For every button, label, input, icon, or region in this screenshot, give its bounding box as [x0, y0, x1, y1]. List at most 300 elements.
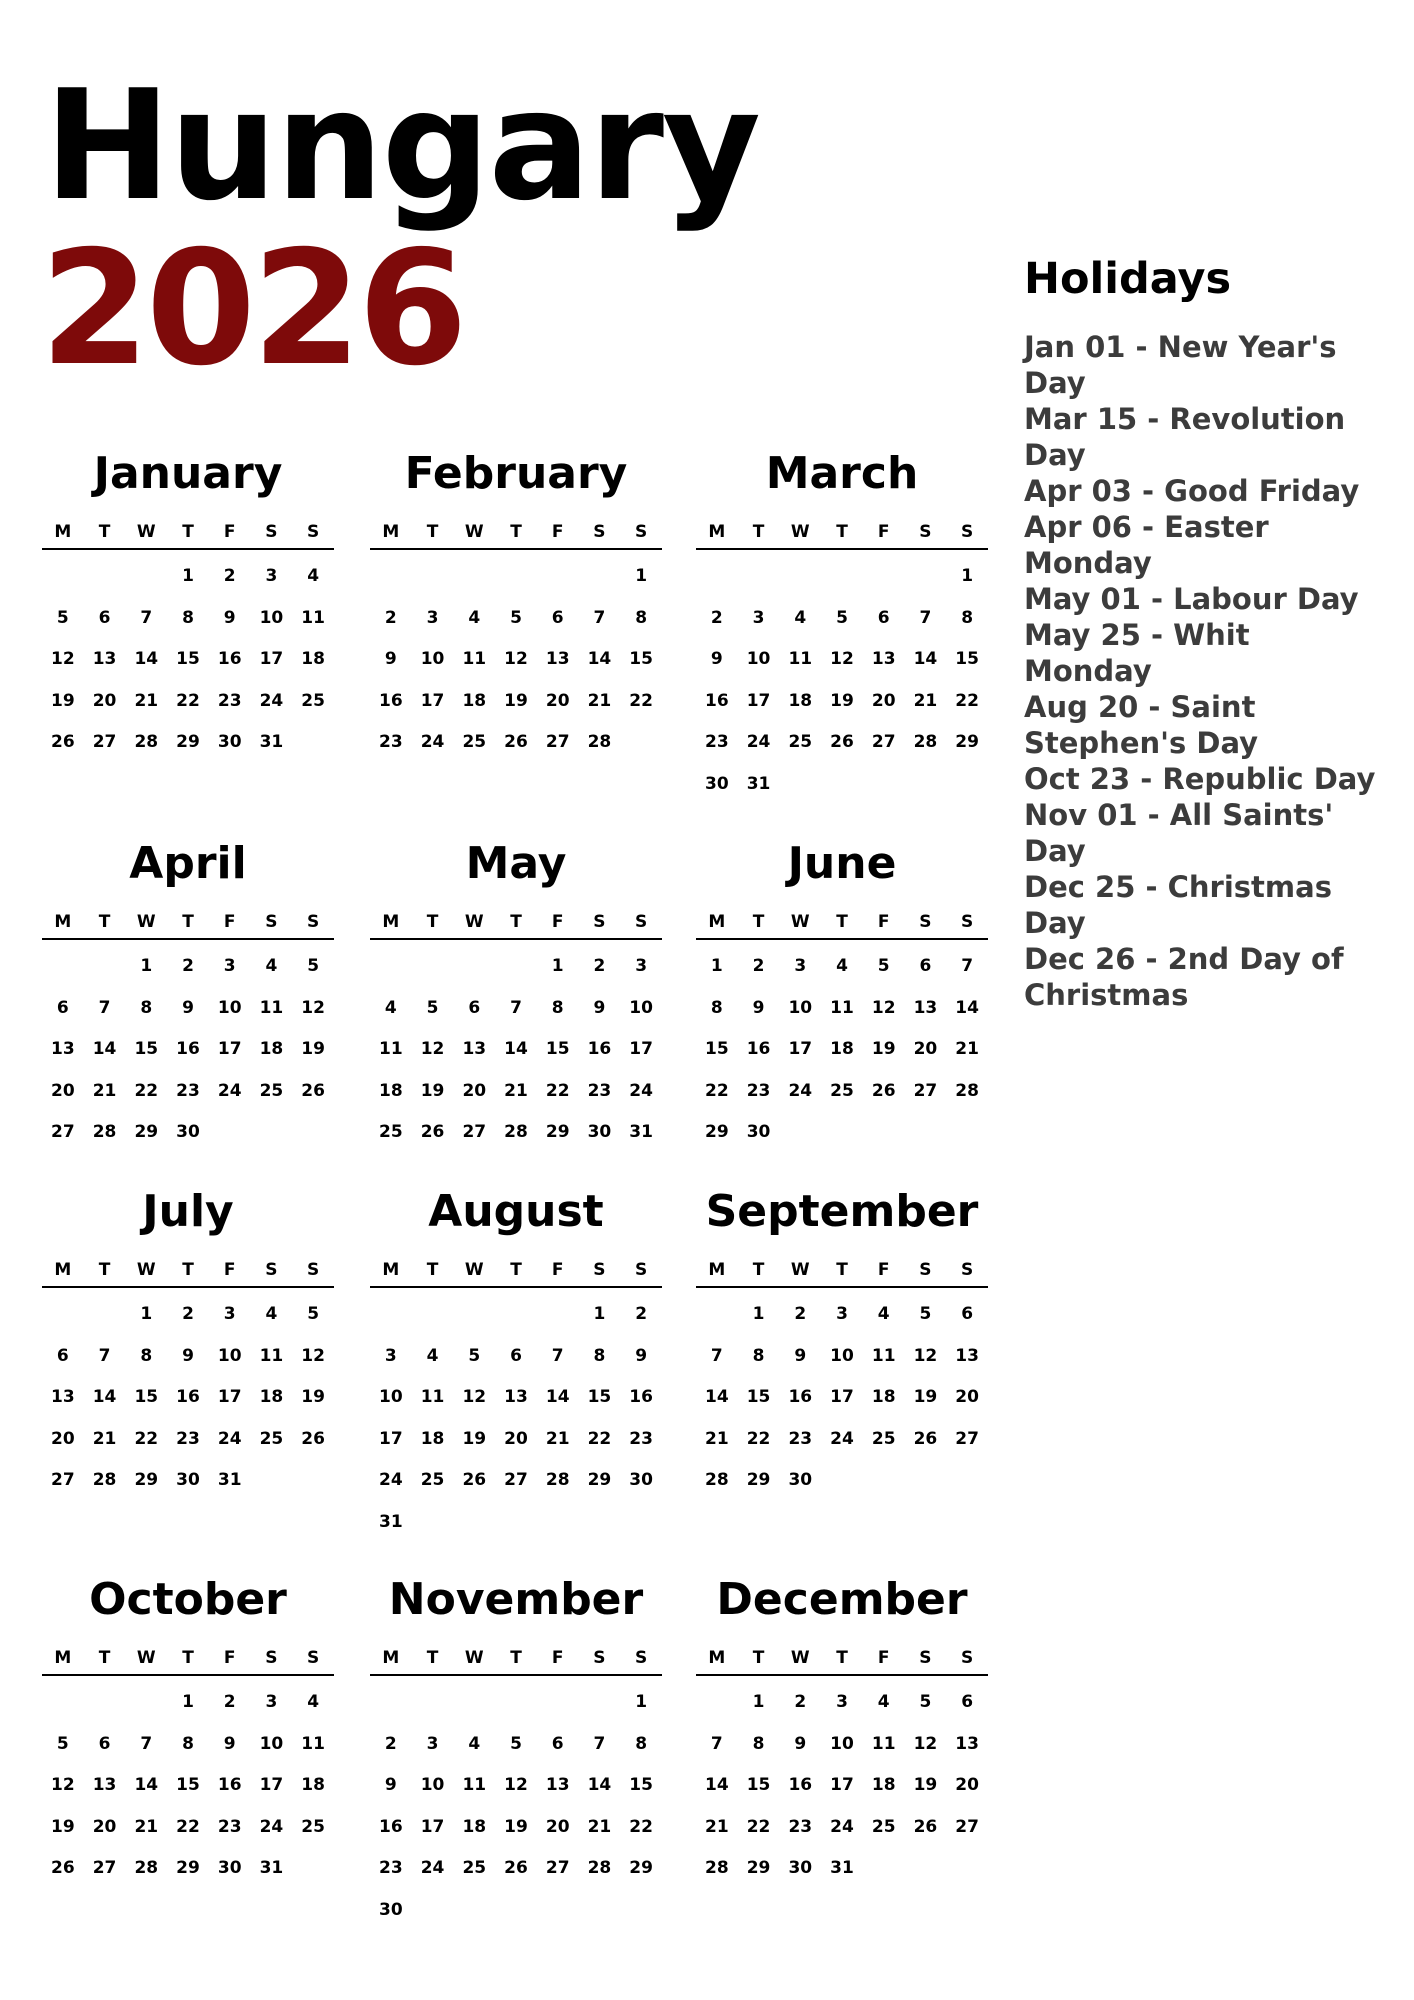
month-name: September — [705, 1186, 979, 1237]
day-cell: 19 — [830, 690, 854, 711]
day-cell: 6 — [56, 997, 69, 1018]
day-cell: 22 — [746, 1816, 771, 1837]
day-cell: 15 — [705, 1039, 729, 1059]
day-cell: 10 — [217, 1345, 242, 1366]
day-cell: 29 — [746, 1470, 771, 1490]
day-cell: 10 — [830, 1345, 854, 1366]
day-cell: 31 — [259, 1858, 284, 1878]
day-cell: 15 — [134, 1387, 159, 1407]
weekday-label: T — [510, 1648, 522, 1668]
day-cell: 23 — [587, 1080, 612, 1101]
weekday-label: W — [790, 912, 810, 932]
day-cell: 13 — [51, 1387, 75, 1407]
weekday-label: W — [790, 1648, 810, 1668]
day-cell: 26 — [462, 1470, 487, 1490]
day-cell: 13 — [913, 997, 938, 1018]
day-cell: 25 — [259, 1080, 284, 1101]
day-cell: 20 — [462, 1080, 487, 1101]
day-cell: 11 — [259, 997, 284, 1018]
day-cell: 19 — [871, 1039, 896, 1059]
day-cell: 1 — [635, 1692, 648, 1712]
weekday-label: M — [54, 912, 72, 932]
day-cell: 9 — [384, 1775, 397, 1795]
day-grid — [696, 1676, 988, 1890]
day-cell: 14 — [504, 1039, 528, 1059]
weekday-label: T — [426, 1648, 439, 1668]
day-cell: 9 — [182, 1345, 194, 1366]
day-cell: 18 — [420, 1428, 445, 1449]
empty-cell — [42, 946, 84, 988]
day-cell: 21 — [913, 690, 938, 711]
weekday-label: S — [919, 522, 932, 542]
day-cell: 22 — [587, 1428, 612, 1449]
weekday-label: T — [836, 522, 848, 542]
empty-cell — [495, 556, 537, 598]
day-cell: 24 — [217, 1428, 242, 1449]
month-name: June — [787, 838, 897, 889]
day-cell: 14 — [955, 997, 979, 1018]
day-cell: 13 — [51, 1039, 75, 1059]
day-cell: 13 — [462, 1039, 487, 1059]
day-cell: 13 — [504, 1387, 528, 1407]
day-cell: 31 — [379, 1511, 403, 1532]
empty-cell — [579, 556, 621, 598]
day-cell: 3 — [223, 1304, 236, 1324]
holiday-line: Dec 26 - 2nd Day of — [1024, 942, 1344, 976]
empty-cell — [579, 1682, 621, 1724]
weekday-label: T — [426, 522, 439, 542]
day-cell: 18 — [379, 1080, 403, 1101]
day-cell: 6 — [877, 607, 890, 628]
day-cell: 23 — [217, 1816, 242, 1837]
weekday-label: S — [593, 522, 606, 542]
day-cell: 25 — [462, 1858, 487, 1878]
weekday-label: W — [464, 1648, 484, 1668]
day-cell: 10 — [420, 1775, 445, 1795]
weekday-label: T — [752, 1648, 765, 1668]
day-cell: 17 — [830, 1387, 854, 1407]
empty-cell — [495, 1294, 537, 1336]
day-cell: 27 — [51, 1122, 75, 1142]
day-cell: 1 — [182, 1692, 194, 1712]
day-cell: 21 — [92, 1428, 117, 1449]
day-cell: 15 — [176, 1775, 200, 1795]
day-cell: 6 — [551, 1733, 564, 1754]
holiday-line: Christmas — [1024, 978, 1189, 1012]
day-cell: 13 — [545, 649, 570, 669]
day-cell: 28 — [587, 732, 612, 752]
day-cell: 4 — [468, 1733, 481, 1754]
day-cell: 28 — [705, 1470, 729, 1490]
weekday-label: S — [635, 522, 648, 542]
day-cell: 14 — [587, 649, 612, 669]
empty-cell — [738, 556, 780, 598]
empty-cell — [905, 556, 947, 598]
day-cell: 30 — [587, 1122, 612, 1142]
day-cell: 27 — [92, 1858, 117, 1878]
day-cell: 17 — [788, 1039, 813, 1059]
day-cell: 9 — [223, 1733, 236, 1754]
day-cell: 3 — [265, 566, 278, 586]
weekday-label: T — [182, 1648, 194, 1668]
day-grid — [42, 550, 334, 764]
weekday-label: S — [265, 1648, 278, 1668]
day-cell: 21 — [92, 1080, 117, 1101]
day-cell: 10 — [379, 1387, 403, 1407]
day-cell: 24 — [259, 1816, 284, 1837]
day-cell: 10 — [788, 997, 813, 1018]
day-cell: 5 — [307, 956, 320, 976]
day-cell: 26 — [51, 1858, 75, 1878]
holiday-line: Stephen's Day — [1024, 726, 1259, 760]
day-cell: 21 — [545, 1428, 570, 1449]
day-cell: 27 — [504, 1470, 528, 1490]
day-cell: 17 — [420, 1816, 445, 1837]
weekday-label: M — [708, 1260, 726, 1280]
day-cell: 24 — [830, 1428, 854, 1449]
day-cell: 15 — [746, 1387, 771, 1407]
holiday-line: Nov 01 - All Saints' — [1024, 798, 1334, 832]
day-cell: 24 — [420, 732, 445, 752]
day-cell: 19 — [301, 1387, 325, 1407]
empty-cell — [821, 556, 863, 598]
empty-cell — [42, 556, 84, 598]
day-cell: 16 — [379, 1816, 403, 1837]
day-cell: 24 — [746, 732, 771, 752]
empty-cell — [84, 1294, 126, 1336]
day-cell: 22 — [545, 1080, 570, 1101]
day-cell: 20 — [92, 690, 117, 711]
day-cell: 14 — [913, 649, 938, 669]
weekday-label: S — [919, 912, 932, 932]
day-cell: 12 — [830, 649, 854, 669]
empty-cell — [453, 556, 495, 598]
day-cell: 9 — [182, 997, 194, 1018]
weekday-label: T — [752, 522, 765, 542]
day-cell: 5 — [307, 1304, 320, 1324]
day-cell: 13 — [545, 1775, 570, 1795]
day-cell: 12 — [420, 1039, 445, 1059]
holiday-line: Apr 03 - Good Friday — [1024, 474, 1360, 508]
day-cell: 12 — [301, 997, 325, 1018]
day-cell: 14 — [134, 1775, 159, 1795]
day-cell: 11 — [420, 1387, 445, 1407]
day-cell: 10 — [259, 607, 284, 628]
day-cell: 19 — [913, 1387, 938, 1407]
weekday-label: F — [223, 1260, 236, 1280]
day-cell: 3 — [635, 956, 648, 976]
empty-cell — [537, 1294, 579, 1336]
day-cell: 28 — [92, 1470, 117, 1490]
weekday-label: M — [54, 522, 72, 542]
day-cell: 2 — [710, 607, 723, 628]
month-name: November — [388, 1574, 644, 1625]
day-cell: 6 — [919, 956, 932, 976]
day-cell: 27 — [913, 1080, 938, 1101]
day-cell: 30 — [379, 1899, 403, 1920]
month-july — [42, 1186, 334, 1502]
weekday-label: F — [551, 1648, 564, 1668]
day-cell: 10 — [259, 1733, 284, 1754]
empty-cell — [370, 1294, 412, 1336]
empty-cell — [125, 556, 167, 598]
day-cell: 26 — [301, 1080, 325, 1101]
day-cell: 12 — [462, 1387, 487, 1407]
weekday-label: M — [708, 912, 726, 932]
day-cell: 7 — [510, 997, 522, 1018]
day-cell: 22 — [746, 1428, 771, 1449]
day-cell: 31 — [830, 1858, 854, 1878]
weekday-label: S — [919, 1260, 932, 1280]
day-cell: 7 — [98, 1345, 111, 1366]
month-name: April — [129, 838, 247, 889]
holiday-line: Day — [1024, 438, 1086, 472]
holiday-line: May 01 - Labour Day — [1024, 582, 1359, 616]
day-cell: 29 — [134, 1470, 159, 1490]
day-cell: 1 — [635, 566, 648, 586]
day-cell: 6 — [961, 1692, 974, 1712]
weekday-label: S — [961, 522, 974, 542]
day-cell: 27 — [462, 1122, 487, 1142]
day-cell: 21 — [134, 690, 159, 711]
day-cell: 30 — [788, 1858, 813, 1878]
weekday-label: S — [307, 1648, 320, 1668]
day-cell: 12 — [913, 1345, 938, 1366]
day-cell: 22 — [705, 1080, 729, 1101]
day-cell: 16 — [379, 690, 403, 711]
day-cell: 2 — [635, 1304, 648, 1324]
day-cell: 27 — [51, 1470, 75, 1490]
day-cell: 9 — [384, 649, 397, 669]
day-cell: 27 — [871, 732, 896, 752]
weekday-label: T — [426, 1260, 439, 1280]
day-cell: 9 — [635, 1345, 648, 1366]
empty-cell — [696, 1682, 738, 1724]
day-cell: 18 — [259, 1039, 284, 1059]
holiday-line: Oct 23 - Republic Day — [1024, 762, 1376, 796]
day-cell: 17 — [629, 1039, 653, 1059]
empty-cell — [412, 1294, 454, 1336]
day-grid — [370, 940, 662, 1154]
day-cell: 25 — [420, 1470, 445, 1490]
day-cell: 5 — [919, 1692, 932, 1712]
empty-cell — [42, 1294, 84, 1336]
day-grid — [42, 940, 334, 1154]
empty-cell — [412, 1682, 454, 1724]
day-cell: 30 — [217, 1858, 242, 1878]
day-cell: 27 — [955, 1816, 979, 1837]
day-cell: 11 — [301, 607, 325, 628]
day-cell: 16 — [629, 1387, 653, 1407]
day-cell: 9 — [223, 607, 236, 628]
day-cell: 16 — [176, 1039, 200, 1059]
empty-cell — [537, 556, 579, 598]
day-cell: 7 — [710, 1345, 723, 1366]
day-cell: 14 — [587, 1775, 612, 1795]
day-cell: 23 — [379, 1858, 403, 1878]
day-cell: 15 — [545, 1039, 570, 1059]
day-cell: 5 — [877, 956, 890, 976]
day-cell: 17 — [217, 1039, 242, 1059]
day-cell: 3 — [752, 607, 765, 628]
day-cell: 14 — [545, 1387, 570, 1407]
day-cell: 5 — [468, 1345, 481, 1366]
day-cell: 18 — [462, 1816, 487, 1837]
weekday-header — [696, 912, 988, 940]
day-cell: 10 — [830, 1733, 854, 1754]
day-cell: 4 — [307, 566, 320, 586]
day-cell: 15 — [629, 1775, 653, 1795]
day-cell: 21 — [705, 1816, 729, 1837]
day-cell: 18 — [301, 1775, 325, 1795]
day-cell: 1 — [593, 1304, 606, 1324]
year-label: 2026 — [40, 217, 464, 401]
weekday-header — [42, 912, 334, 940]
day-cell: 11 — [462, 649, 487, 669]
day-cell: 1 — [752, 1304, 765, 1324]
weekday-label: S — [919, 1648, 932, 1668]
day-cell: 26 — [51, 732, 75, 752]
weekday-label: S — [635, 912, 648, 932]
day-cell: 19 — [301, 1039, 325, 1059]
weekday-label: T — [510, 912, 522, 932]
weekday-label: S — [593, 1648, 606, 1668]
day-cell: 28 — [92, 1122, 117, 1142]
day-cell: 13 — [871, 649, 896, 669]
day-cell: 9 — [593, 997, 606, 1018]
month-name: August — [428, 1186, 604, 1237]
day-cell: 16 — [705, 690, 729, 711]
day-cell: 4 — [877, 1304, 890, 1324]
weekday-label: T — [98, 1260, 111, 1280]
day-cell: 26 — [420, 1122, 445, 1142]
day-cell: 16 — [746, 1039, 771, 1059]
day-cell: 23 — [788, 1816, 813, 1837]
day-cell: 27 — [545, 1858, 570, 1878]
day-cell: 24 — [259, 690, 284, 711]
day-cell: 30 — [746, 1122, 771, 1142]
holidays-list — [1024, 329, 1404, 1013]
empty-cell — [42, 1682, 84, 1724]
holiday-line: Day — [1024, 906, 1086, 940]
day-cell: 11 — [259, 1345, 284, 1366]
day-grid — [370, 1288, 662, 1543]
day-cell: 22 — [134, 1428, 159, 1449]
day-cell: 28 — [705, 1858, 729, 1878]
holidays-heading: Holidays — [1024, 254, 1232, 304]
weekday-label: W — [790, 522, 810, 542]
weekday-label: W — [790, 1260, 810, 1280]
day-cell: 18 — [871, 1775, 896, 1795]
holiday-line: Apr 06 - Easter — [1024, 510, 1269, 544]
day-cell: 29 — [134, 1122, 159, 1142]
empty-cell — [863, 556, 905, 598]
day-cell: 16 — [788, 1387, 813, 1407]
day-cell: 17 — [830, 1775, 854, 1795]
day-cell: 10 — [217, 997, 242, 1018]
weekday-label: F — [877, 912, 890, 932]
month-april — [42, 838, 334, 1154]
day-grid — [42, 1288, 334, 1502]
day-cell: 11 — [871, 1345, 896, 1366]
holiday-line: Mar 15 - Revolution — [1024, 402, 1346, 436]
day-cell: 28 — [134, 1858, 159, 1878]
holiday-line: Day — [1024, 834, 1086, 868]
day-cell: 22 — [955, 690, 979, 711]
day-cell: 29 — [629, 1858, 653, 1878]
month-name: July — [142, 1186, 234, 1237]
day-cell: 23 — [176, 1080, 200, 1101]
day-cell: 16 — [176, 1387, 200, 1407]
day-cell: 2 — [223, 566, 236, 586]
weekday-label: T — [426, 912, 439, 932]
day-cell: 7 — [710, 1733, 723, 1754]
day-cell: 14 — [705, 1387, 729, 1407]
day-cell: 1 — [140, 1304, 153, 1324]
day-cell: 8 — [635, 607, 648, 628]
day-cell: 21 — [587, 690, 612, 711]
day-cell: 12 — [301, 1345, 325, 1366]
day-cell: 22 — [629, 690, 653, 711]
day-cell: 11 — [462, 1775, 487, 1795]
day-cell: 22 — [176, 690, 200, 711]
day-cell: 28 — [545, 1470, 570, 1490]
day-cell: 28 — [955, 1080, 979, 1101]
holiday-line: Jan 01 - New Year's — [1024, 330, 1337, 364]
day-cell: 19 — [420, 1080, 445, 1101]
day-cell: 23 — [379, 732, 403, 752]
weekday-header — [370, 1260, 662, 1288]
weekday-label: W — [464, 522, 484, 542]
empty-cell — [495, 946, 537, 988]
day-cell: 26 — [504, 1858, 528, 1878]
month-name: March — [765, 448, 919, 499]
day-cell: 23 — [746, 1080, 771, 1101]
day-cell: 21 — [705, 1428, 729, 1449]
day-cell: 26 — [504, 732, 528, 752]
day-cell: 16 — [217, 1775, 242, 1795]
day-cell: 23 — [629, 1428, 653, 1449]
day-cell: 8 — [710, 997, 723, 1018]
day-cell: 2 — [752, 956, 765, 976]
day-cell: 20 — [504, 1428, 528, 1449]
day-cell: 13 — [92, 649, 117, 669]
day-cell: 18 — [301, 649, 325, 669]
day-cell: 8 — [182, 1733, 194, 1754]
day-cell: 6 — [56, 1345, 69, 1366]
weekday-label: T — [182, 1260, 194, 1280]
weekday-label: W — [464, 912, 484, 932]
day-cell: 2 — [794, 1304, 807, 1324]
empty-cell — [537, 1682, 579, 1724]
weekday-label: S — [307, 522, 320, 542]
weekday-label: T — [510, 1260, 522, 1280]
day-cell: 26 — [913, 1816, 938, 1837]
weekday-label: T — [182, 522, 194, 542]
day-cell: 27 — [955, 1428, 979, 1449]
empty-cell — [412, 946, 454, 988]
weekday-label: S — [635, 1260, 648, 1280]
day-cell: 4 — [468, 607, 481, 628]
day-cell: 2 — [223, 1692, 236, 1712]
empty-cell — [84, 1682, 126, 1724]
day-cell: 4 — [265, 956, 278, 976]
day-cell: 26 — [301, 1428, 325, 1449]
empty-cell — [125, 1682, 167, 1724]
day-cell: 7 — [919, 607, 932, 628]
empty-cell — [453, 946, 495, 988]
day-cell: 2 — [384, 607, 397, 628]
